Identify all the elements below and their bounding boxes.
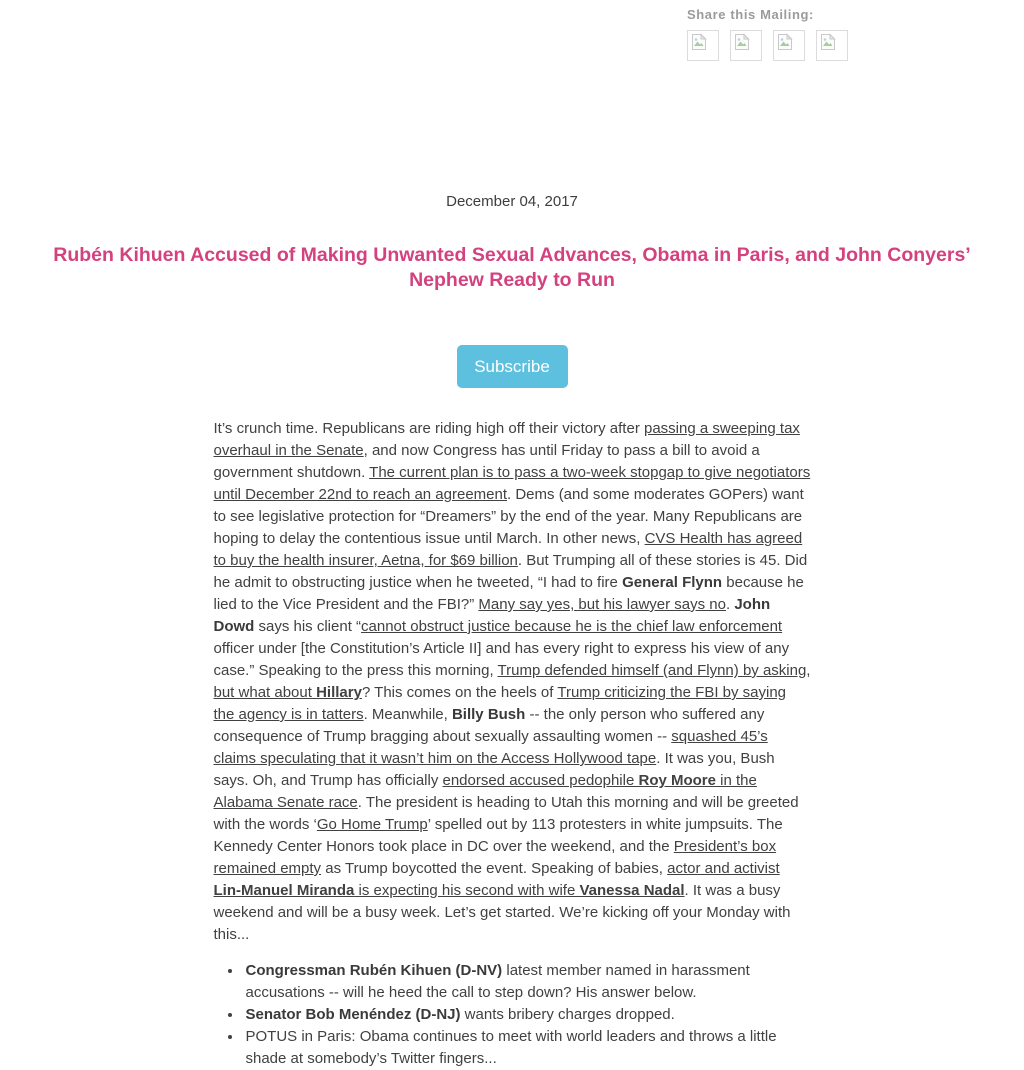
bold-text: Senator Bob Menéndez (D-NJ) bbox=[245, 1006, 461, 1023]
inline-link[interactable]: actor and activist bbox=[667, 860, 780, 877]
text-run: ? This comes on the heels of bbox=[361, 684, 558, 701]
share-icon-button[interactable] bbox=[730, 30, 762, 61]
text-run: . It was you, Bush says. Oh, and Trump has officially bbox=[213, 750, 775, 789]
list-item bbox=[243, 960, 811, 1004]
text-run: . But Trumping all of these stories is 45. Did he admit to obstructing justice when he tweeted, “I had to fire bbox=[213, 552, 808, 591]
inline-link[interactable]: The current plan is to pass a two-week stopgap to give negotiators until December 22nd to reach an agreement bbox=[213, 464, 811, 503]
inline-link[interactable]: Roy Moore bbox=[638, 772, 716, 789]
share-icons-row bbox=[687, 30, 848, 61]
inline-link[interactable]: Go Home Trump bbox=[316, 816, 428, 833]
text-run: POTUS in Paris: Obama continues to meet with world leaders and throws a little shade at somebody’s Twitter fingers... bbox=[245, 1028, 777, 1067]
inline-link[interactable]: CVS Health has agreed to buy the health insurer, Aetna, for $69 billion bbox=[213, 530, 803, 569]
text-run: . It was a busy weekend and will be a busy week. Let’s get started. We’re kicking off your Monday with this... bbox=[213, 882, 791, 943]
text-run: because he lied to the Vice President and the FBI?” bbox=[213, 574, 804, 613]
bold-text: Billy Bush bbox=[451, 706, 526, 723]
share-icon-button[interactable] bbox=[816, 30, 848, 61]
bold-text: Congressman Rubén Kihuen (D-NV) bbox=[245, 962, 503, 979]
text-run: wants bribery charges dropped. bbox=[460, 1006, 675, 1023]
newsletter-body bbox=[214, 418, 811, 1070]
text-run: . Meanwhile, bbox=[363, 706, 452, 723]
inline-link[interactable]: cannot obstruct justice because he is the chief law enforcement bbox=[361, 618, 783, 635]
subscribe-row bbox=[0, 345, 1024, 388]
inline-link[interactable]: passing a sweeping tax overhaul in the Senate bbox=[213, 420, 800, 459]
list-item bbox=[243, 1004, 811, 1026]
text-run: . The president is heading to Utah this morning and will be greeted with the words ‘ bbox=[213, 794, 799, 833]
inline-link[interactable]: Hillary bbox=[316, 684, 362, 701]
inline-link[interactable]: Vanessa Nadal bbox=[579, 882, 685, 899]
text-run: It’s crunch time. Republicans are riding high off their victory after bbox=[213, 420, 644, 437]
text-run: . Dems (and some moderates GOPers) want to see legislative protection for “Dreamers” by the end of the year. Many Republicans are hoping to delay the contentious issue until March. In other news, bbox=[213, 486, 804, 547]
text-run: , and now Congress has until Friday to pass a bill to avoid a government shutdown. bbox=[213, 442, 760, 481]
bullet-list bbox=[214, 960, 811, 1070]
text-run: latest member named in harassment accusations -- will he heed the call to step down? His answer below. bbox=[245, 962, 750, 1001]
headline: Rubén Kihuen Accused of Making Unwanted Sexual Advances, Obama in Paris, and John Conyers’ Nephew Ready to Run bbox=[53, 244, 971, 291]
bold-text: General Flynn bbox=[622, 574, 723, 591]
intro-paragraph bbox=[214, 418, 811, 946]
bold-text: John Dowd bbox=[213, 596, 771, 635]
share-section bbox=[687, 7, 848, 61]
inline-link[interactable]: squashed 45’s claims speculating that it wasn’t him on the Access Hollywood tape bbox=[213, 728, 768, 767]
text-run: . bbox=[726, 596, 735, 613]
inline-link[interactable]: in the Alabama Senate race bbox=[213, 772, 757, 811]
text-run: as Trump boycotted the event. Speaking of babies, bbox=[321, 860, 668, 877]
share-icon-button[interactable] bbox=[687, 30, 719, 61]
inline-link[interactable]: Lin-Manuel Miranda bbox=[213, 882, 355, 899]
inline-link[interactable]: Many say yes, but his lawyer says no bbox=[478, 596, 726, 613]
inline-link[interactable]: Trump defended himself (and Flynn) by asking, but what about bbox=[213, 662, 811, 701]
broken-image-icon bbox=[690, 33, 708, 51]
inline-link[interactable]: is expecting his second with wife bbox=[354, 882, 580, 899]
text-run: officer under [the Constitution’s Article II] and has every right to express his view of any case.” Speaking to the press this morning, bbox=[213, 640, 790, 679]
list-item bbox=[243, 1026, 811, 1070]
text-run: -- the only person who suffered any consequence of Trump bragging about sexually assaulting women -- bbox=[213, 706, 765, 745]
issue-date: December 04, 2017 bbox=[446, 193, 578, 210]
text-run: says his client “ bbox=[254, 618, 362, 635]
share-label: Share this Mailing: bbox=[687, 7, 814, 22]
inline-link[interactable]: endorsed accused pedophile bbox=[442, 772, 639, 789]
inline-link[interactable]: Trump criticizing the FBI by saying the agency is in tatters bbox=[213, 684, 787, 723]
subscribe-button[interactable]: Subscribe bbox=[457, 345, 568, 388]
share-icon-button[interactable] bbox=[773, 30, 805, 61]
broken-image-icon bbox=[776, 33, 794, 51]
broken-image-icon bbox=[733, 33, 751, 51]
text-run: ’ spelled out by 113 protesters in white jumpsuits. The Kennedy Center Honors took place in DC over the weekend, and the bbox=[213, 816, 783, 855]
inline-link[interactable]: President’s box remained empty bbox=[213, 838, 777, 877]
broken-image-icon bbox=[819, 33, 837, 51]
